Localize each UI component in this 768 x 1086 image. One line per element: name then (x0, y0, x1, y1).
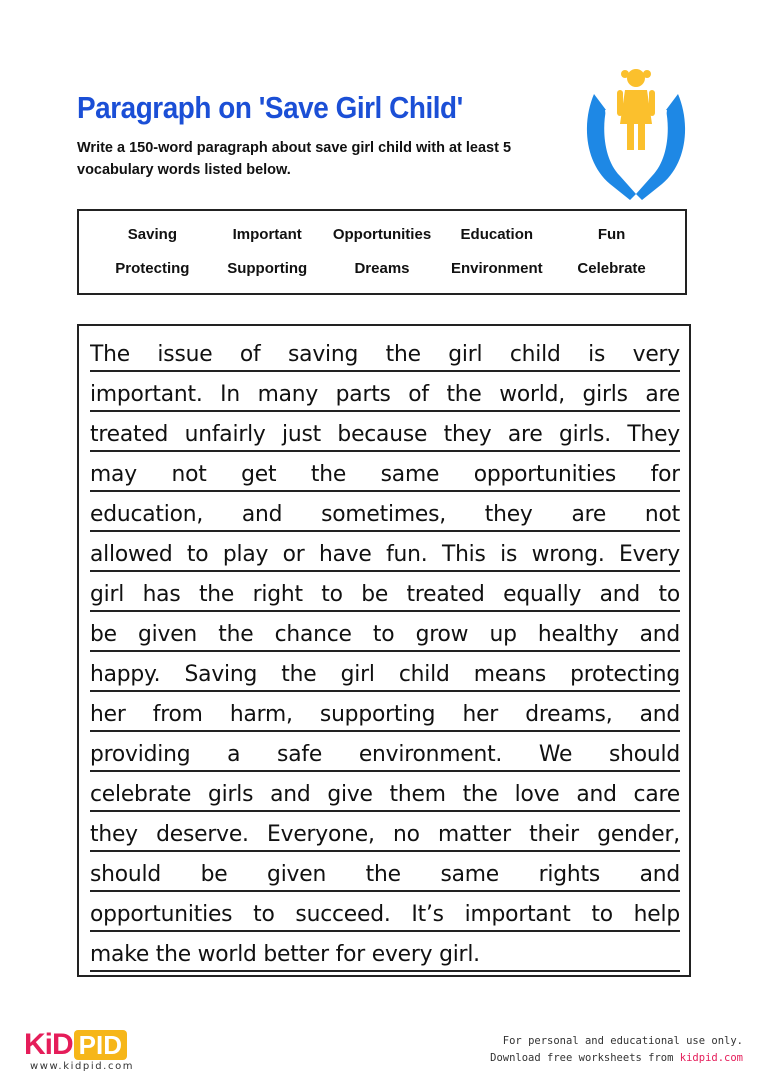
brand-badge: PID (74, 1030, 127, 1060)
vocab-word: Environment (450, 260, 543, 277)
kidpid-logo (24, 1030, 127, 1060)
vocab-word: Dreams (354, 260, 410, 277)
vocab-word: Fun (597, 226, 626, 243)
vocab-word: Opportunities (332, 226, 432, 243)
footer-note-line (490, 1050, 743, 1067)
paragraph-line: important. In many parts of the world, girls are (90, 382, 680, 407)
instructions-text: Write a 150-word paragraph about save girl child with at least 5 vocabulary words listed below. (77, 140, 512, 178)
paragraph-line: should be given the same rights and (90, 862, 680, 887)
paragraph-text (90, 335, 680, 975)
girl-in-hands-icon (580, 62, 692, 202)
footer-note-prefix: Download free worksheets from (490, 1052, 680, 1064)
vocab-word: Education (460, 226, 534, 243)
paragraph-line: may not get the same opportunities for (90, 462, 680, 487)
vocab-word: Saving (127, 226, 177, 243)
vocabulary-box (77, 209, 687, 295)
paragraph-line: her from harm, supporting her dreams, and (90, 702, 680, 727)
footer-note (490, 1033, 743, 1067)
vocabulary-grid (95, 225, 669, 279)
paragraph-line: treated unfairly just because they are girls. They (90, 422, 680, 447)
vocab-word: Celebrate (577, 260, 646, 277)
paragraph-box (77, 324, 691, 977)
vocab-word: Supporting (227, 260, 308, 277)
paragraph-line: providing a safe environment. We should (90, 742, 680, 767)
paragraph-line: be given the chance to grow up healthy and (90, 622, 680, 647)
vocab-word: Protecting (115, 260, 190, 277)
paragraph-line: they deserve. Everyone, no matter their gender, (90, 822, 680, 847)
footer-note-line: For personal and educational use only. (502, 1035, 743, 1047)
paragraph-line: opportunities to succeed. It’s important to help (90, 902, 680, 927)
paragraph-line: girl has the right to be treated equally and to (90, 582, 680, 607)
paragraph-line: make the world better for every girl. (90, 942, 480, 967)
paragraph-line: celebrate girls and give them the love and care (90, 782, 680, 807)
paragraph-line: The issue of saving the girl child is very (90, 342, 680, 367)
vocab-word: Important (232, 226, 302, 243)
brand-name: KiD (24, 1028, 73, 1061)
footer-link[interactable]: kidpid.com (679, 1052, 743, 1064)
paragraph-line: happy. Saving the girl child means protecting (90, 662, 680, 687)
paragraph-line: education, and sometimes, they are not (90, 502, 680, 527)
page-title: Paragraph on 'Save Girl Child' (77, 90, 463, 125)
brand-url: www.kidpid.com (30, 1061, 135, 1072)
paragraph-line: allowed to play or have fun. This is wrong. Every (90, 542, 680, 567)
